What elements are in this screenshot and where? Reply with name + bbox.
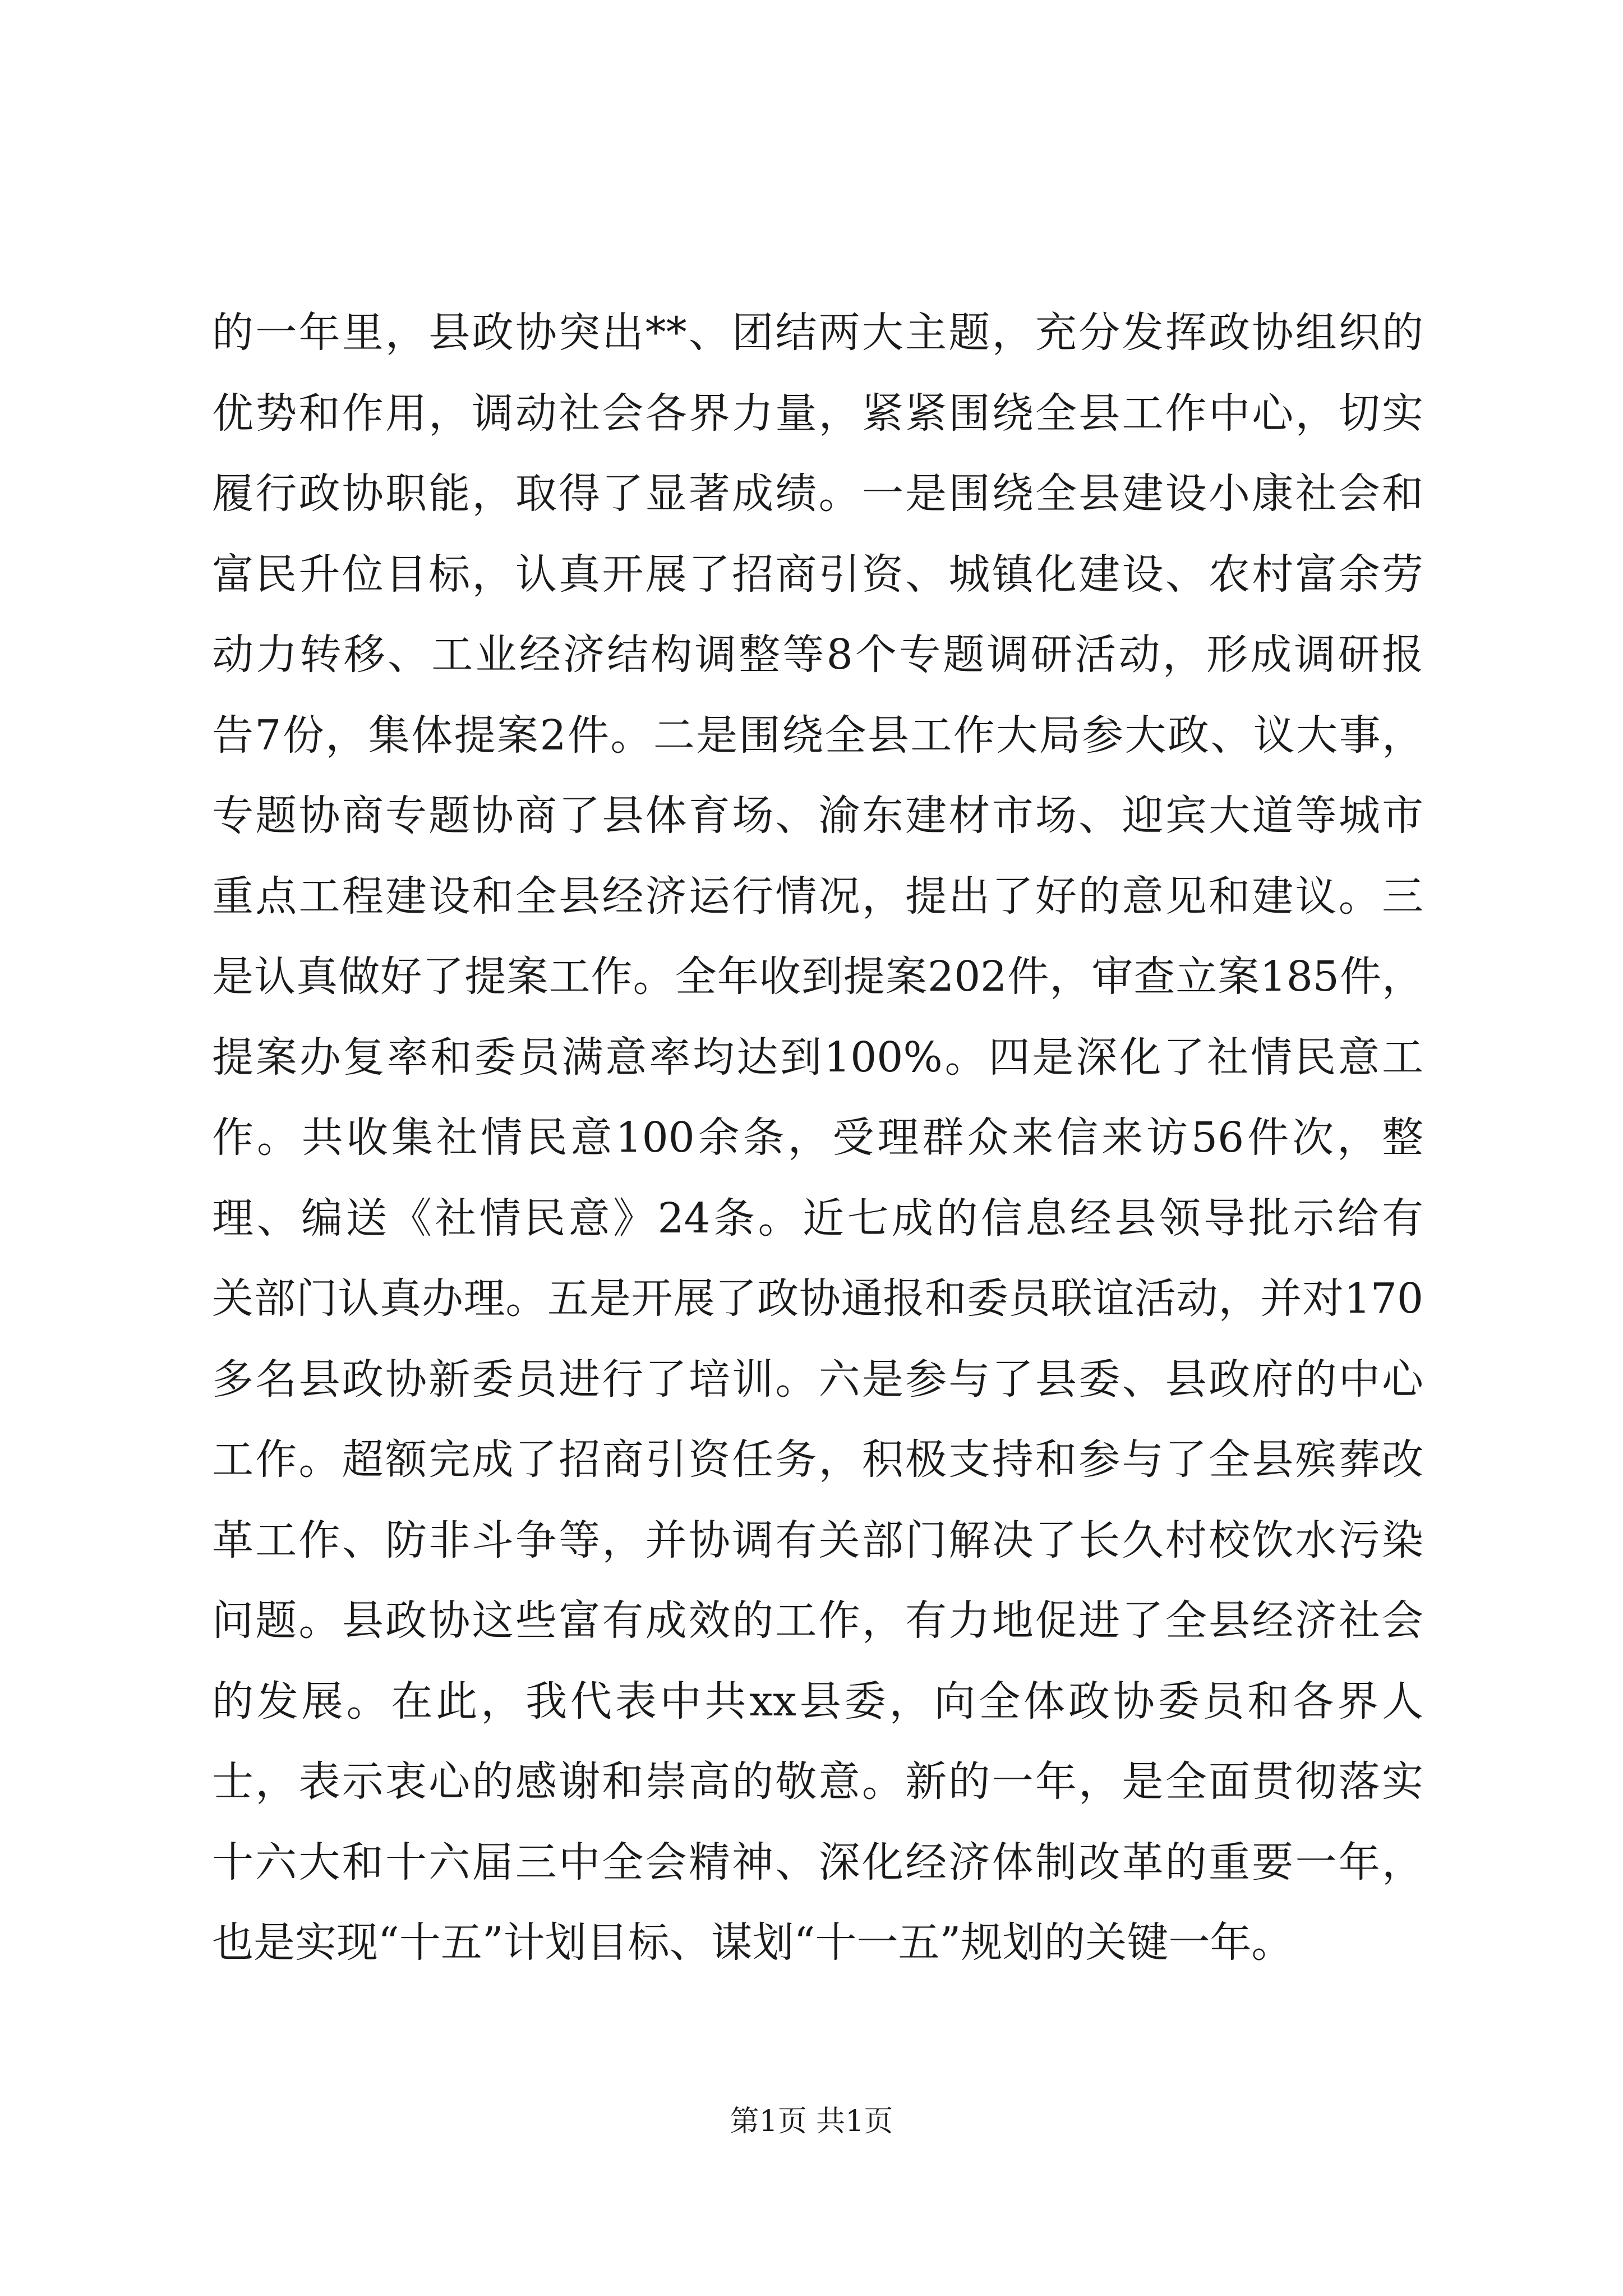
text-line: 问题。县政协这些富有成效的工作，有力地促进了全县经济社会 [212, 1596, 1423, 1645]
text-line: 告7份，集体提案2件。二是围绕全县工作大局参大政、议大事， [212, 711, 1423, 760]
text-line: 十六大和十六届三中全会精神、深化经济体制改革的重要一年， [212, 1838, 1423, 1887]
body-paragraph [212, 293, 1423, 1984]
text-line: 是认真做好了提案工作。全年收到提案202件，审查立案185件， [212, 953, 1423, 1001]
text-line: 富民升位目标，认真开展了招商引资、城镇化建设、农村富余劳 [212, 550, 1423, 599]
text-line: 的一年里，县政协突出**、团结两大主题，充分发挥政协组织的 [212, 309, 1423, 357]
text-line: 也是实现“十五”计划目标、谋划“十一五”规划的关键一年。 [212, 1918, 1293, 1967]
text-line: 提案办复率和委员满意率均达到100%。四是深化了社情民意工 [212, 1033, 1423, 1082]
text-line: 作。共收集社情民意100余条，受理群众来信来访56件次，整 [212, 1114, 1423, 1162]
text-line: 士，表示衷心的感谢和崇高的敬意。新的一年，是全面贯彻落实 [212, 1757, 1423, 1806]
text-line: 革工作、防非斗争等，并协调有关部门解决了长久村校饮水污染 [212, 1516, 1423, 1565]
text-line: 重点工程建设和全县经济运行情况，提出了好的意见和建议。三 [212, 872, 1423, 921]
text-line: 的发展。在此，我代表中共xx县委，向全体政协委员和各界人 [212, 1677, 1423, 1726]
page-footer: 第1页 共1页 [730, 2105, 893, 2138]
text-line: 工作。超额完成了招商引资任务，积极支持和参与了全县殡葬改 [212, 1435, 1423, 1484]
text-line: 专题协商专题协商了县体育场、渝东建材市场、迎宾大道等城市 [212, 792, 1423, 840]
text-line: 多名县政协新委员进行了培训。六是参与了县委、县政府的中心 [212, 1355, 1423, 1404]
text-line: 履行政协职能，取得了显著成绩。一是围绕全县建设小康社会和 [212, 470, 1423, 518]
text-line: 优势和作用，调动社会各界力量，紧紧围绕全县工作中心，切实 [212, 389, 1423, 438]
text-line: 动力转移、工业经济结构调整等8个专题调研活动，形成调研报 [212, 631, 1423, 679]
text-line: 理、编送《社情民意》24条。近七成的信息经县领导批示给有 [212, 1194, 1423, 1243]
text-line: 关部门认真办理。五是开展了政协通报和委员联谊活动，并对170 [212, 1274, 1423, 1323]
